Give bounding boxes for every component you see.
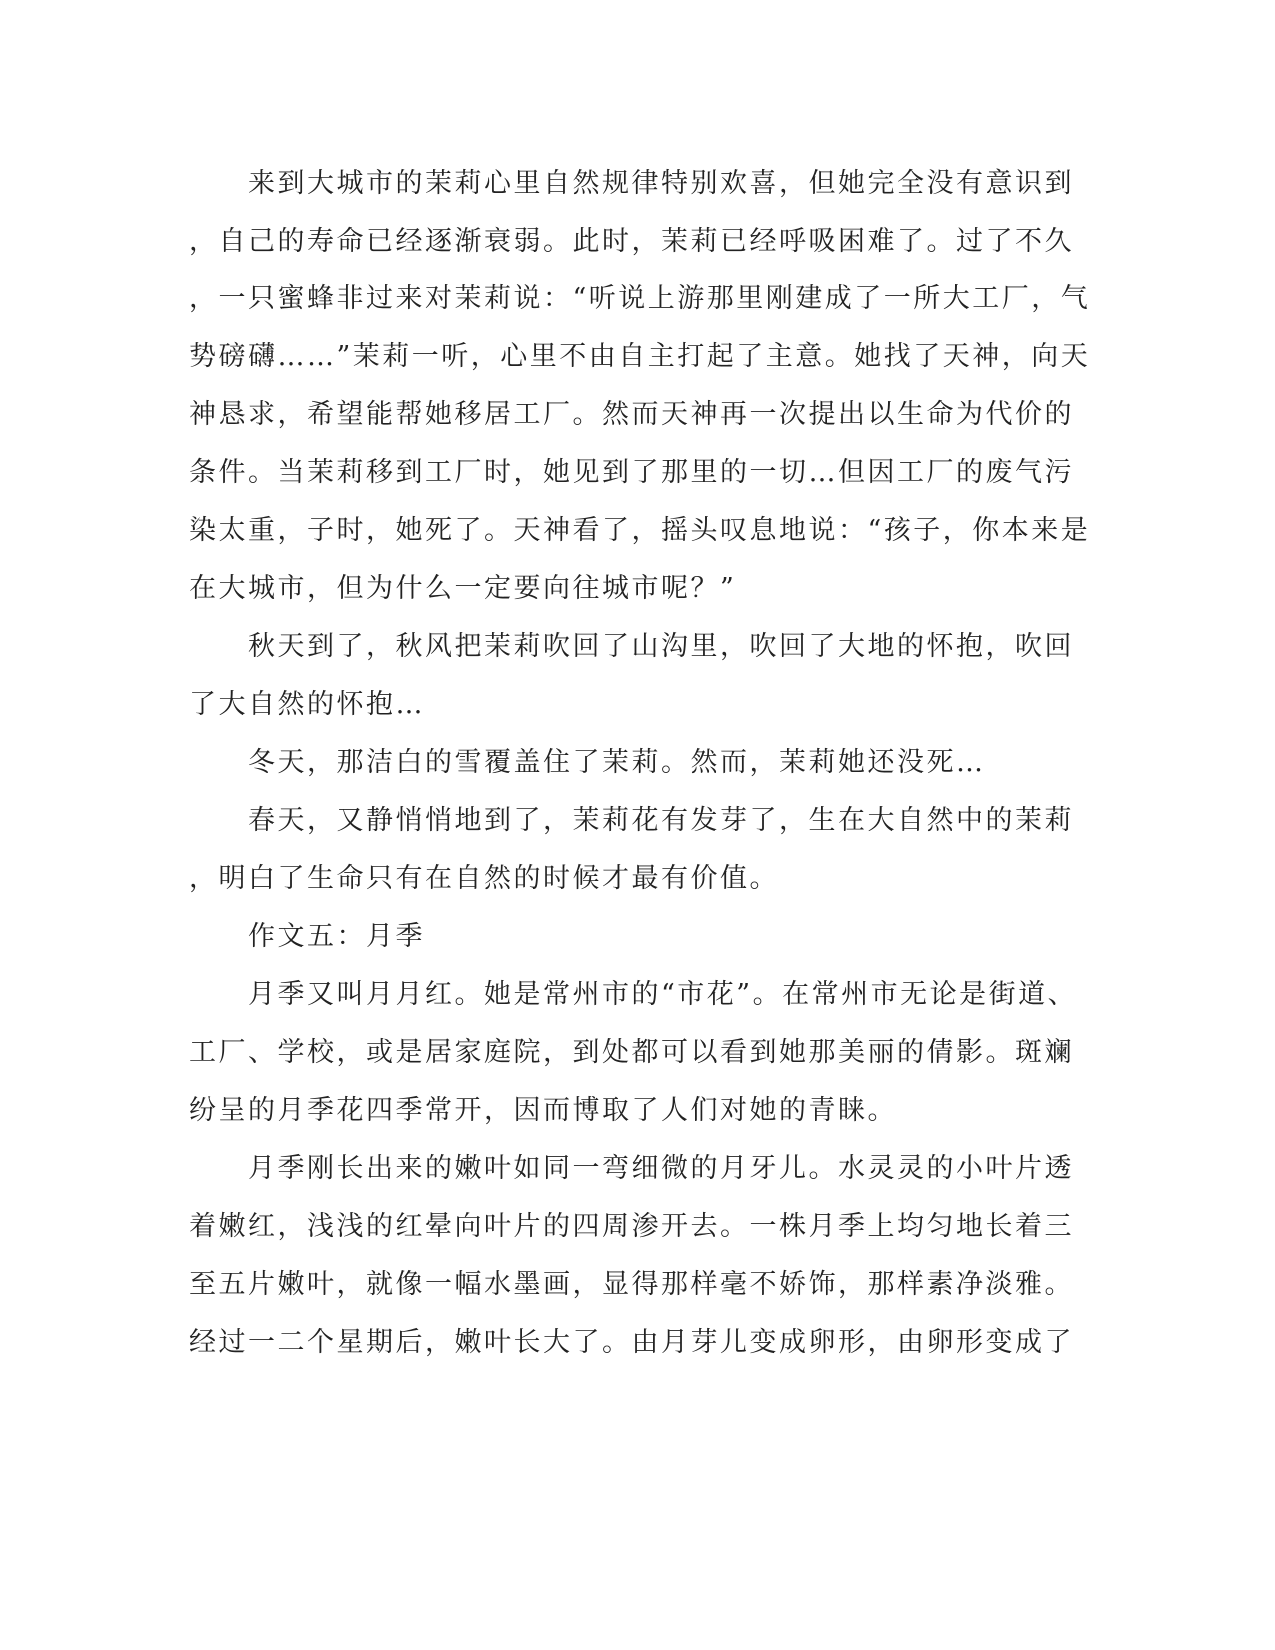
text-line: 冬天，那洁白的雪覆盖住了茉莉。然而，茉莉她还没死… [189,747,986,778]
text-line: ，一只蜜蜂非过来对茉莉说：“听说上游那里刚建成了一所大工厂，气 [189,283,1091,314]
text-line: 月季又叫月月红。她是常州市的“市花”。在常州市无论是街道、 [189,979,1078,1010]
text-line: 纷呈的月季花四季常开，因而博取了人们对她的青睐。 [189,1095,897,1126]
text-line: 春天，又静悄悄地到了，茉莉花有发芽了，生在大自然中的茉莉 [189,805,1074,836]
text-line: 月季刚长出来的嫩叶如同一弯细微的月牙儿。水灵灵的小叶片透 [189,1153,1074,1184]
text-line: ，明白了生命只有在自然的时候才最有价值。 [189,863,779,894]
text-line: 着嫩红，浅浅的红晕向叶片的四周渗开去。一株月季上均匀地长着三 [189,1211,1074,1242]
section-heading: 作文五：月季 [189,921,425,952]
text-line: 来到大城市的茉莉心里自然规律特别欢喜，但她完全没有意识到 [189,168,1074,199]
text-line: 染太重，子时，她死了。天神看了，摇头叹息地说：“孩子，你本来是 [189,515,1091,546]
text-line: 条件。当茉莉移到工厂时，她见到了那里的一切…但因工厂的废气污 [189,457,1074,488]
text-line: ，自己的寿命已经逐渐衰弱。此时，茉莉已经呼吸困难了。过了不久 [189,226,1074,257]
text-line: 秋天到了，秋风把茉莉吹回了山沟里，吹回了大地的怀抱，吹回 [189,631,1074,662]
text-line: 在大城市，但为什么一定要向往城市呢？” [189,573,737,604]
text-line: 经过一二个星期后，嫩叶长大了。由月芽儿变成卵形，由卵形变成了 [189,1327,1074,1358]
text-line: 至五片嫩叶，就像一幅水墨画，显得那样毫不娇饰，那样素净淡雅。 [189,1269,1074,1300]
text-line: 了大自然的怀抱… [189,689,425,720]
text-line: 工厂、学校，或是居家庭院，到处都可以看到她那美丽的倩影。斑斓 [189,1037,1074,1068]
text-line: 神恳求，希望能帮她移居工厂。然而天神再一次提出以生命为代价的 [189,399,1074,430]
text-line: 势磅礴……”茉莉一听，心里不由自主打起了主意。她找了天神，向天 [189,341,1091,372]
